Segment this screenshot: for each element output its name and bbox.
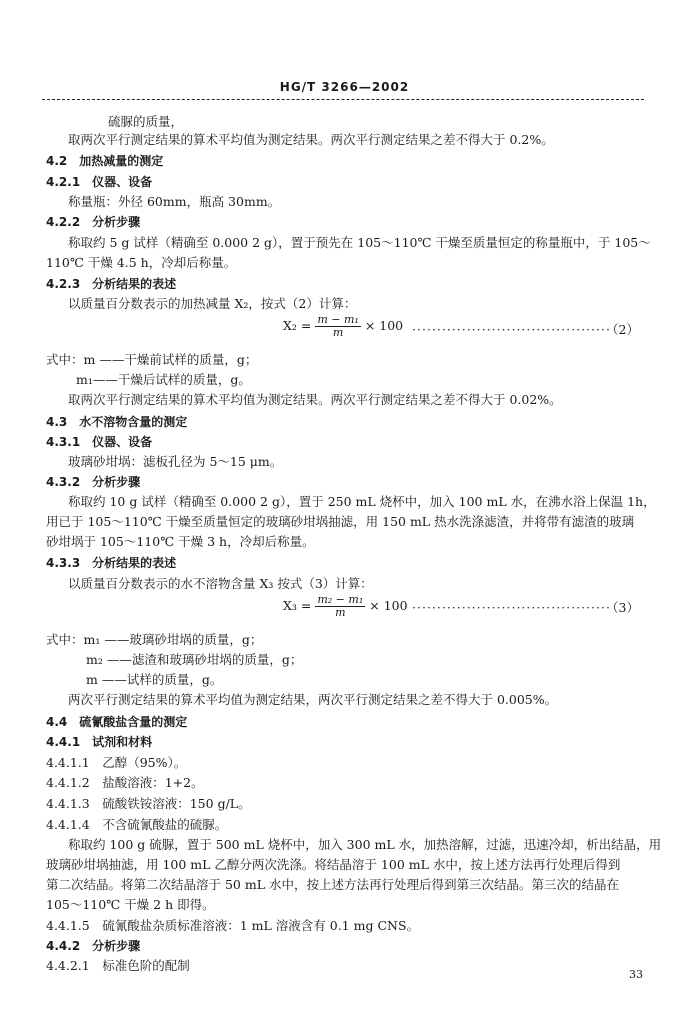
text-line: 称量瓶：外径 60mm，瓶高 30mm。	[68, 194, 281, 209]
subsection-heading: 4.2.1 仪器、设备	[46, 175, 153, 189]
text-line: 110℃ 干燥 4.5 h，冷却后称量。	[46, 255, 237, 270]
where-line: m ——试样的质量，g。	[86, 672, 223, 687]
text-line: 砂坩埚于 105～110℃ 干燥 3 h，冷却后称量。	[46, 534, 315, 549]
text-line: 取两次平行测定结果的算术平均值为测定结果。两次平行测定结果之差不得大于 0.2%。	[68, 132, 554, 147]
page-number: 33	[629, 968, 643, 981]
text-line: 称取约 10 g 试样（精确至 0.000 2 g），置于 250 mL 烧杯中，加入 100 mL 水，在沸水浴上保温 1h，	[68, 494, 656, 509]
text-line: 以质量百分数表示的水不溶物含量 X₃ 按式（3）计算：	[68, 576, 373, 591]
leader-dots: ········································	[412, 600, 611, 615]
standard-code-header: HG/T 3266—2002	[279, 80, 410, 94]
clause-line: 4.4.1.2 盐酸溶液：1+2。	[46, 775, 204, 790]
formula-denominator: m	[332, 326, 344, 339]
subsection-heading: 4.4.2 分析步骤	[46, 939, 141, 953]
section-heading: 4.3 水不溶物含量的测定	[46, 415, 188, 429]
text-line: 玻璃砂坩埚抽滤，用 100 mL 乙醇分两次洗涤。将结晶溶于 100 mL 水中，按上述方法再行处理后得到	[46, 857, 621, 872]
subsection-heading: 4.3.3 分析结果的表述	[46, 556, 177, 570]
formula-denominator: m	[335, 606, 346, 619]
subsection-heading: 4.2.3 分析结果的表述	[46, 277, 177, 291]
formula-lhs: X₃ =	[283, 598, 312, 613]
subsection-heading: 4.3.2 分析步骤	[46, 475, 141, 489]
clause-line: 4.4.2.1 标准色阶的配制	[46, 958, 190, 973]
section-heading: 4.2 加热减量的测定	[46, 154, 164, 168]
clause-line: 4.4.1.3 硫酸铁铵溶液：150 g/L。	[46, 796, 251, 811]
clause-line: 4.4.1.1 乙醇（95%）。	[46, 755, 187, 770]
where-line: 式中：m₁ ——玻璃砂坩埚的质量，g；	[46, 632, 263, 647]
where-line: m₂ ——滤渣和玻璃砂坩埚的质量，g；	[86, 652, 303, 667]
formula-number: （3）	[606, 600, 639, 615]
formula-fraction	[315, 594, 365, 619]
formula-number: （2）	[606, 322, 639, 337]
text-line: 105～110℃ 干燥 2 h 即得。	[46, 897, 215, 912]
text-line: 称取约 100 g 硫脲，置于 500 mL 烧杯中，加入 300 mL 水，加热溶解，过滤，迅速冷却，析出结晶，用	[68, 837, 662, 852]
text-line: 硫脲的质量，	[108, 114, 184, 129]
formula-2	[283, 314, 403, 339]
clause-line: 4.4.1.5 硫氰酸盐杂质标准溶液：1 mL 溶液含有 0.1 mg CNS。	[46, 918, 420, 933]
clause-line: 4.4.1.4 不含硫氰酸盐的硫脲。	[46, 817, 228, 832]
formula-numerator: m₂ − m₁	[317, 593, 364, 606]
leader-dots: ········································	[412, 322, 611, 337]
formula-lhs: X₂ =	[283, 318, 312, 333]
where-line: m₁——干燥后试样的质量，g。	[76, 372, 251, 387]
formula-rhs: × 100	[369, 598, 408, 613]
text-line: 取两次平行测定结果的算术平均值为测定结果。两次平行测定结果之差不得大于 0.02%。	[68, 392, 562, 407]
text-line: 第二次结晶。将第二次结晶溶于 50 mL 水中，按上述方法再行处理后得到第三次结晶。第三次的结晶在	[46, 877, 619, 892]
text-line: 玻璃砂坩埚：滤板孔径为 5～15 μm。	[68, 454, 283, 469]
formula-numerator: m − m₁	[317, 313, 359, 326]
text-line: 称取约 5 g 试样（精确至 0.000 2 g），置于预先在 105～110℃ 干燥至质量恒定的称量瓶中，于 105～	[68, 235, 651, 250]
formula-rhs: × 100	[364, 318, 404, 333]
where-line: 式中：m ——干燥前试样的质量，g；	[46, 352, 258, 367]
subsection-heading: 4.2.2 分析步骤	[46, 215, 141, 229]
subsection-heading: 4.4.1 试剂和材料	[46, 735, 153, 749]
header-rule	[42, 99, 644, 100]
text-line: 用已于 105～110℃ 干燥至质量恒定的玻璃砂坩埚抽滤，用 150 mL 热水洗涤滤渣，并将带有滤渣的玻璃	[46, 514, 635, 529]
text-line: 以质量百分数表示的加热减量 X₂，按式（2）计算：	[68, 296, 357, 311]
text-line: 两次平行测定结果的算术平均值为测定结果，两次平行测定结果之差不得大于 0.005%。	[68, 692, 558, 707]
section-heading: 4.4 硫氰酸盐含量的测定	[46, 715, 188, 729]
formula-3	[283, 594, 408, 619]
subsection-heading: 4.3.1 仪器、设备	[46, 435, 153, 449]
formula-fraction	[315, 314, 360, 339]
